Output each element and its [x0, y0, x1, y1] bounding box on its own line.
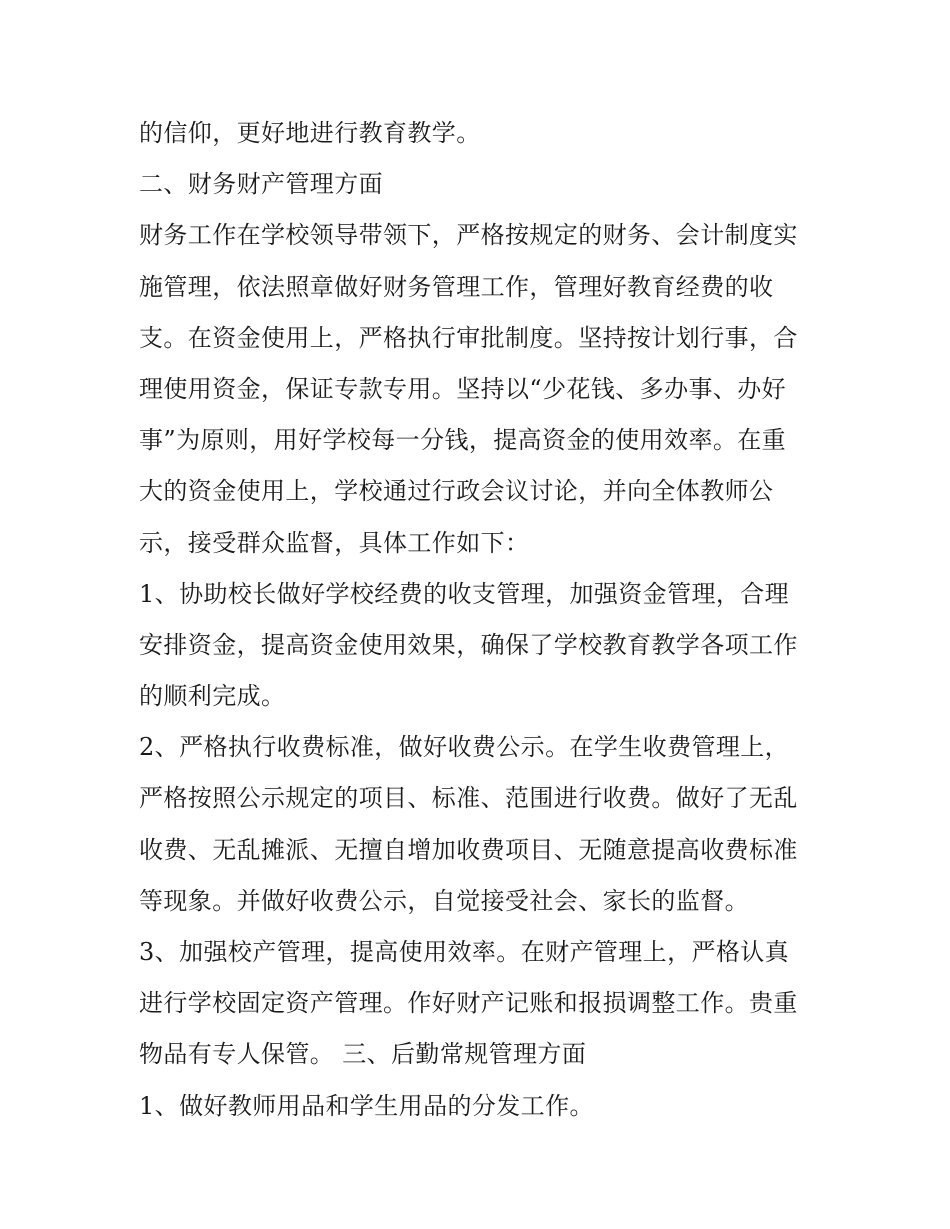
text-line: 安排资金，提高资金使用效果，确保了学校教育教学各项工作	[139, 630, 798, 659]
text-line: 大的资金使用上，学校通过行政会议讨论，并向全体教师公	[139, 477, 774, 506]
body-text	[139, 108, 819, 1132]
text-line: 示，接受群众监督，具体工作如下：	[139, 528, 530, 557]
text-line: 施管理，依法照章做好财务管理工作，管理好教育经费的收	[139, 272, 774, 301]
list-item: 1、做好教师用品和学生用品的分发工作。	[139, 1091, 594, 1120]
text-line: 收费、无乱摊派、无擅自增加收费项目、无随意提高收费标准	[139, 835, 798, 864]
list-item: 3、加强校产管理，提高使用效率。在财产管理上，严格认真	[139, 938, 790, 966]
text-line: 严格按照公示规定的项目、标准、范围进行收费。做好了无乱	[139, 784, 798, 813]
text-line: 进行学校固定资产管理。作好财产记账和报损调整工作。贵重	[139, 989, 798, 1018]
text-line: 的顺利完成。	[139, 682, 286, 711]
list-item: 2、严格执行收费标准，做好收费公示。在学生收费管理上，	[139, 733, 790, 762]
text-line: 事”为原则，用好学校每一分钱，提高资金的使用效率。在重	[139, 426, 787, 455]
text-line: 物品有专人保管。 三、后勤常规管理方面	[139, 1040, 587, 1069]
text-line: 支。在资金使用上，严格执行审批制度。坚持按计划行事，合	[139, 323, 798, 352]
text-line: 等现象。并做好收费公示，自觉接受社会、家长的监督。	[139, 886, 749, 915]
text-line: 的信仰，更好地进行教育教学。	[139, 119, 481, 147]
list-item: 1、协助校长做好学校经费的收支管理，加强资金管理，合理	[139, 579, 790, 608]
text-line: 理使用资金，保证专款专用。坚持以“少花钱、多办事、办好	[139, 374, 787, 403]
section-heading: 二、财务财产管理方面	[139, 170, 383, 199]
text-line: 财务工作在学校领导带领下，严格按规定的财务、会计制度实	[139, 221, 798, 250]
